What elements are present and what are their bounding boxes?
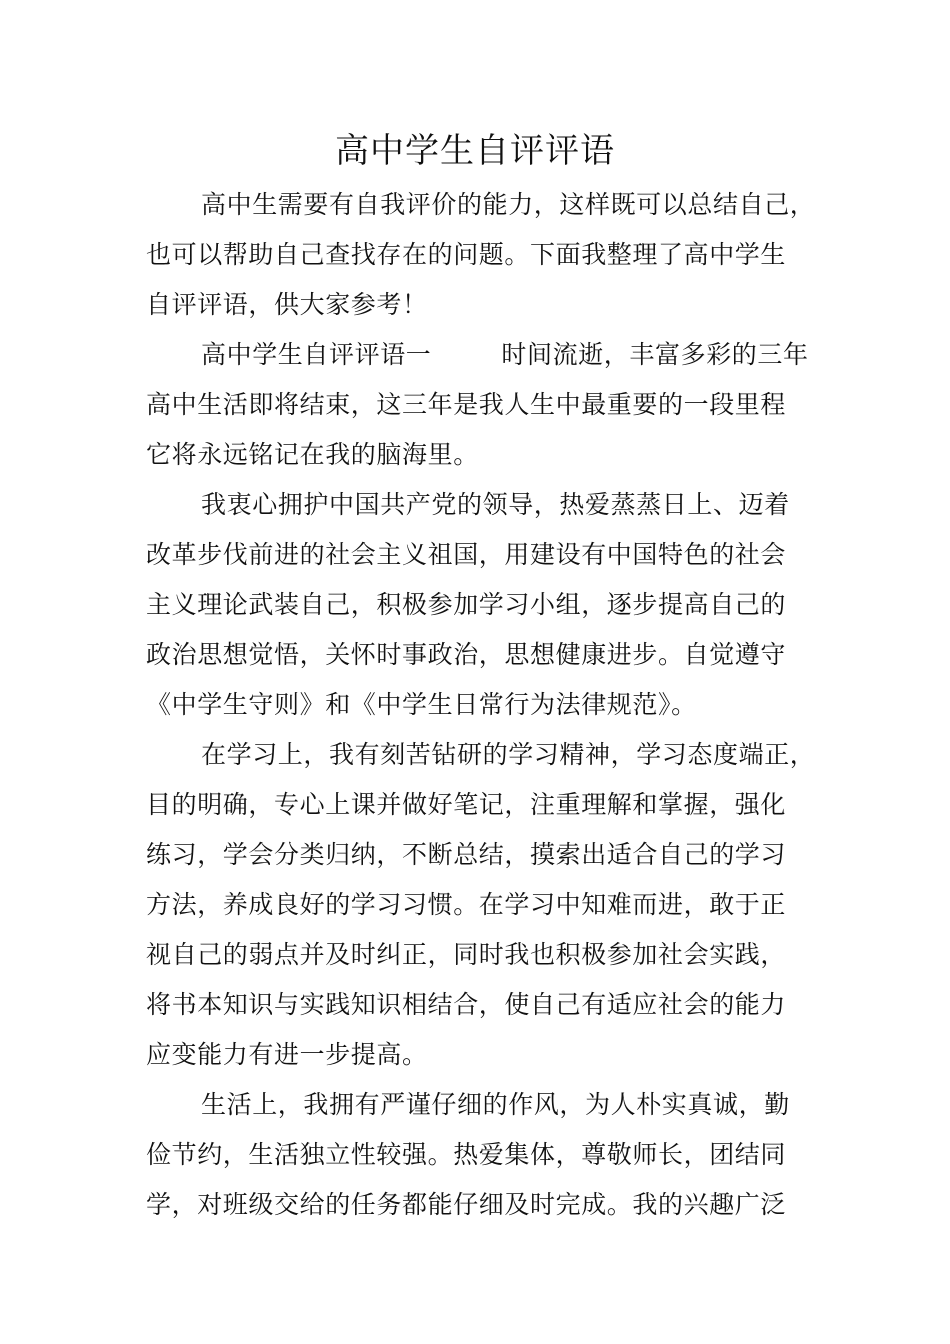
section-heading: 高中学生自评评语一 <box>201 340 432 369</box>
text-line: 将书本知识与实践知识相结合，使自己有适应社会的能力 <box>146 990 787 1019</box>
text-line: 方法，养成良好的学习习惯。在学习中知难而进，敢于正 <box>146 890 787 919</box>
text-line: 也可以帮助自己查找存在的问题。下面我整理了高中学生 <box>146 240 787 269</box>
text-line: 高中生需要有自我评价的能力，这样既可以总结自己， <box>201 190 816 219</box>
text-line: 我衷心拥护中国共产党的领导，热爱蒸蒸日上、迈着 <box>201 490 790 519</box>
text-span: 时间流逝，丰富多彩的三年 <box>501 340 809 369</box>
text-line: 俭节约，生活独立性较强。热爱集体，尊敬师长，团结同 <box>146 1140 787 1169</box>
document-body <box>146 180 826 1230</box>
text-line: 自评评语，供大家参考！ <box>146 290 428 319</box>
text-line: 生活上，我拥有严谨仔细的作风，为人朴实真诚，勤 <box>201 1090 790 1119</box>
text-line: 学，对班级交给的任务都能仔细及时完成。我的兴趣广泛 <box>146 1190 787 1219</box>
text-line: 应变能力有进一步提高。 <box>146 1040 428 1069</box>
text-line: 在学习上，我有刻苦钻研的学习精神，学习态度端正， <box>201 740 816 769</box>
text-line: 视自己的弱点并及时纠正，同时我也积极参加社会实践， <box>146 940 787 969</box>
text-line: 它将永远铭记在我的脑海里。 <box>146 440 479 469</box>
text-line <box>146 330 826 380</box>
text-line: 目的明确，专心上课并做好笔记，注重理解和掌握，强化 <box>146 790 787 819</box>
text-line: 练习，学会分类归纳，不断总结，摸索出适合自己的学习 <box>146 840 787 869</box>
text-line: 高中生活即将结束，这三年是我人生中最重要的一段里程 <box>146 390 787 419</box>
text-line: 《中学生守则》和《中学生日常行为法律规范》。 <box>146 690 697 719</box>
text-line: 改革步伐前进的社会主义祖国，用建设有中国特色的社会 <box>146 540 787 569</box>
text-line: 主义理论武装自己，积极参加学习小组，逐步提高自己的 <box>146 590 787 619</box>
text-line: 政治思想觉悟，关怀时事政治，思想健康进步。自觉遵守 <box>146 640 787 669</box>
document-title: 高中学生自评评语 <box>335 131 615 171</box>
